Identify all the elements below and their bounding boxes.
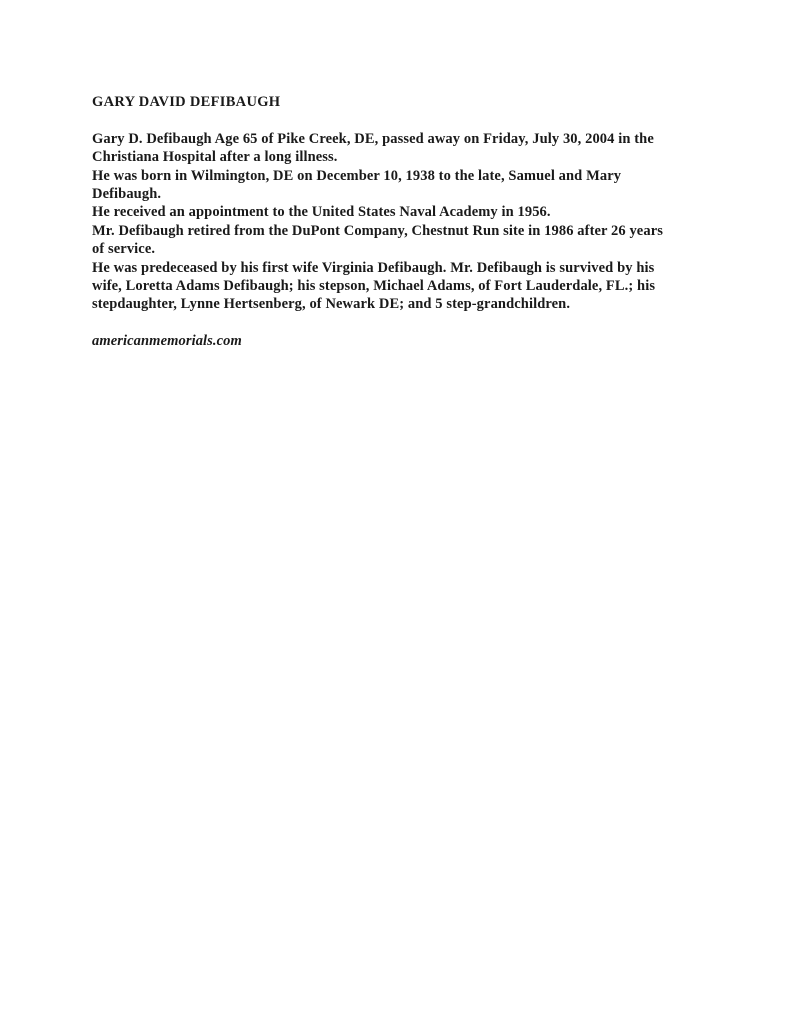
body-line: He was predeceased by his first wife Virginia Defibaugh. Mr. Defibaugh is survived by his <box>92 259 655 276</box>
body-line: wife, Loretta Adams Defibaugh; his stepson, Michael Adams, of Fort Lauderdale, FL.; his <box>92 278 656 295</box>
body-line: He received an appointment to the United States Naval Academy in 1956. <box>92 204 551 221</box>
page-title: GARY DAVID DEFIBAUGH <box>92 94 281 110</box>
body-line: stepdaughter, Lynne Hertsenberg, of Newark DE; and 5 step-grandchildren. <box>92 296 571 313</box>
body-line: Christiana Hospital after a long illness. <box>92 149 338 166</box>
footer-site-text: americanmemorials.com <box>92 333 242 350</box>
body-line: Gary D. Defibaugh Age 65 of Pike Creek, DE, passed away on Friday, July 30, 2004 in the <box>92 130 654 147</box>
body-line: of service. <box>92 241 156 258</box>
body-line: He was born in Wilmington, DE on December 10, 1938 to the late, Samuel and Mary <box>92 167 622 184</box>
body-line: Mr. Defibaugh retired from the DuPont Company, Chestnut Run site in 1986 after 26 years <box>92 222 663 239</box>
body-line: Defibaugh. <box>92 186 162 203</box>
document-content <box>92 93 701 351</box>
